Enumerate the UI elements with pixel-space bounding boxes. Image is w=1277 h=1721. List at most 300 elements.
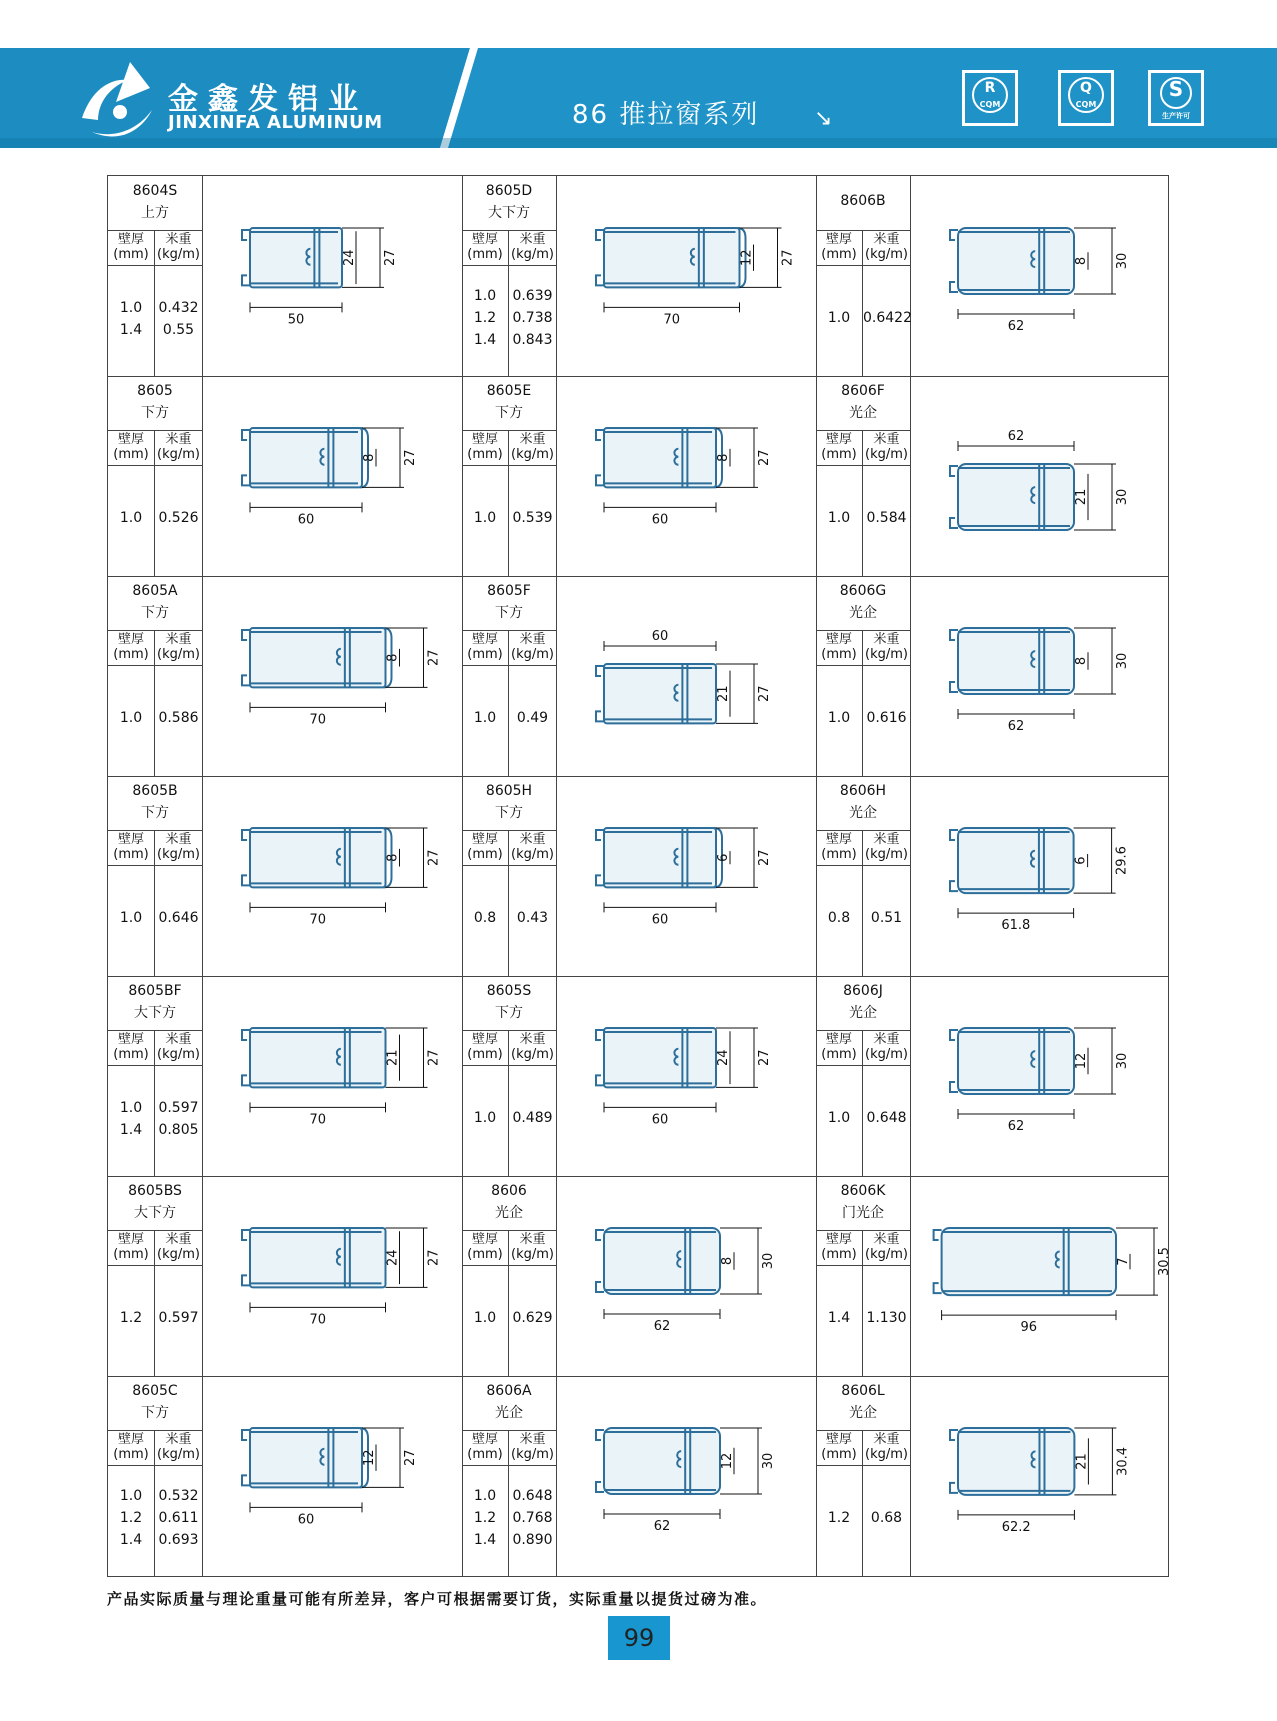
profile-name: 光企 — [849, 605, 877, 621]
spec-header — [108, 1230, 202, 1266]
spec-header — [108, 1430, 202, 1466]
spec-values — [108, 666, 202, 776]
brand-name-cn: 金鑫发铝业 — [168, 82, 368, 117]
profile-outline — [596, 828, 722, 887]
thickness-header: 壁厚 (mm) — [113, 432, 149, 462]
weight-value: 0.805 — [158, 1122, 199, 1138]
dim-total-height: 29.6 — [1114, 846, 1130, 876]
profile-code-label: 8605H — [485, 783, 533, 799]
dim-inner-height: 12 — [720, 1452, 735, 1470]
weight-header: 米重 (kg/m) — [511, 232, 554, 262]
dim-inner-height: 8 — [720, 1256, 735, 1266]
profile-cell — [108, 576, 462, 776]
weight-value: 1.130 — [866, 1310, 907, 1326]
series-title: 86 推拉窗系列 — [572, 100, 760, 130]
profile-code — [462, 180, 556, 224]
thickness-header: 壁厚 (mm) — [467, 432, 503, 462]
cert-letter-s: S — [1168, 77, 1184, 101]
profile-code-label: 8605B — [132, 783, 178, 799]
dim-width: 62 — [653, 1519, 671, 1534]
thickness-value: 1.4 — [473, 1532, 497, 1548]
profile-code — [108, 780, 202, 824]
thickness-header: 壁厚 (mm) — [113, 1232, 149, 1262]
profile-name: 大下方 — [488, 205, 530, 221]
spec-header — [816, 230, 910, 266]
weight-value: 0.738 — [512, 310, 553, 326]
profile-name: 下方 — [495, 1005, 523, 1021]
dim-inner-height: 24 — [342, 249, 357, 266]
cert-label-r: CQM — [979, 100, 1001, 109]
weight-value: 0.693 — [158, 1532, 199, 1548]
profile-outline — [242, 228, 342, 287]
profile-drawing — [910, 1376, 1170, 1576]
profile-code-label: 8605E — [486, 383, 532, 399]
weight-value: 0.432 — [158, 300, 199, 316]
weight-value: 0.586 — [158, 710, 199, 726]
weight-value: 0.768 — [512, 1510, 553, 1526]
profile-code-label: 8606L — [841, 1383, 885, 1399]
dim-total-height: 30 — [761, 1252, 776, 1270]
profile-drawing — [910, 576, 1170, 776]
footer-note: 产品实际质量与理论重量可能有所差异，客户可根据需要订货，实际重量以提货过磅为准。 — [107, 1590, 768, 1608]
profile-outline — [596, 1428, 720, 1494]
dim-width: 60 — [651, 629, 669, 644]
thickness-value: 1.0 — [119, 910, 143, 926]
thickness-value: 1.4 — [119, 322, 143, 338]
spec-values — [462, 266, 556, 376]
profile-name: 下方 — [141, 405, 169, 421]
dim-total-height: 30 — [1115, 252, 1130, 270]
profile-code — [108, 1380, 202, 1424]
thickness-header: 壁厚 (mm) — [821, 432, 857, 462]
profile-drawing — [910, 1176, 1170, 1376]
profile-drawing — [556, 376, 816, 576]
dim-inner-height: 6 — [716, 853, 731, 862]
profile-drawing — [556, 976, 816, 1176]
dim-total-height: 30.4 — [1115, 1446, 1131, 1476]
spec-header — [462, 830, 556, 866]
dim-total-height: 27 — [426, 1049, 442, 1066]
profile-code — [108, 580, 202, 624]
profile-code-label: 8606H — [839, 783, 887, 799]
thickness-value: 1.4 — [827, 1310, 851, 1326]
dim-inner-height: 8 — [385, 853, 401, 862]
dim-total-height: 27 — [383, 249, 398, 266]
thickness-value: 1.0 — [473, 710, 497, 726]
dim-inner-height: 6 — [1073, 856, 1089, 865]
profile-outline — [934, 1228, 1116, 1295]
cert-label-q: CQM — [1075, 100, 1097, 109]
profile-drawing — [202, 1376, 462, 1576]
profile-cell — [108, 776, 462, 976]
profile-code — [462, 380, 556, 424]
profile-drawing — [556, 576, 816, 776]
thickness-value: 1.4 — [119, 1532, 143, 1548]
thickness-value: 1.0 — [473, 1310, 497, 1326]
profile-drawing — [910, 376, 1170, 576]
weight-value: 0.532 — [158, 1488, 199, 1504]
profile-cell — [462, 576, 816, 776]
profile-code-label: 8606F — [841, 383, 885, 399]
weight-value: 0.648 — [866, 1110, 907, 1126]
spec-values — [816, 666, 910, 776]
dim-width: 70 — [309, 1112, 327, 1128]
thickness-value: 1.0 — [827, 710, 851, 726]
thickness-value: 1.2 — [473, 1510, 497, 1526]
thickness-header: 壁厚 (mm) — [113, 1432, 149, 1462]
profile-drawing — [910, 976, 1170, 1176]
profile-outline — [596, 428, 722, 487]
spec-values — [462, 466, 556, 576]
profile-cell — [108, 1176, 462, 1376]
spec-values — [108, 266, 202, 376]
profile-outline — [950, 1028, 1074, 1094]
weight-value: 0.639 — [512, 288, 553, 304]
weight-header: 米重 (kg/m) — [157, 432, 200, 462]
profile-code — [462, 1380, 556, 1424]
dim-inner-height: 12 — [739, 249, 755, 266]
profile-outline — [950, 464, 1074, 530]
dim-total-height: 27 — [757, 849, 772, 866]
thickness-header: 壁厚 (mm) — [467, 632, 503, 662]
profile-name: 下方 — [495, 605, 523, 621]
thickness-value: 1.0 — [827, 510, 851, 526]
thickness-header: 壁厚 (mm) — [821, 832, 857, 862]
profile-code-label: 8606G — [839, 583, 887, 599]
thickness-header: 壁厚 (mm) — [113, 1032, 149, 1062]
thickness-value: 1.0 — [473, 1488, 497, 1504]
spec-header — [462, 630, 556, 666]
dim-total-height: 27 — [403, 1449, 418, 1466]
cert-letter-r: R — [984, 80, 996, 96]
profile-cell — [462, 176, 816, 376]
weight-value: 0.611 — [158, 1510, 199, 1526]
thickness-value: 1.0 — [119, 1488, 143, 1504]
profile-code-label: 8606J — [843, 983, 883, 999]
page-number: 99 — [608, 1616, 670, 1660]
thickness-value: 1.0 — [119, 300, 143, 316]
thickness-value: 1.2 — [119, 1310, 143, 1326]
profile-code-label: 8606K — [840, 1183, 886, 1199]
profile-cell — [462, 976, 816, 1176]
thickness-value: 1.0 — [827, 310, 851, 326]
profile-cell — [462, 1376, 816, 1576]
profile-outline — [242, 1428, 368, 1487]
dim-inner-height: 8 — [362, 453, 377, 462]
thickness-header: 壁厚 (mm) — [821, 1032, 857, 1062]
weight-value: 0.597 — [158, 1310, 199, 1326]
weight-value: 0.6422 — [863, 310, 912, 326]
profile-drawing — [202, 376, 462, 576]
thickness-header: 壁厚 (mm) — [821, 1432, 857, 1462]
dim-width: 62 — [1007, 429, 1025, 444]
thickness-value: 1.4 — [473, 332, 497, 348]
profile-drawing — [202, 576, 462, 776]
thickness-header: 壁厚 (mm) — [821, 632, 857, 662]
dim-inner-height: 8 — [385, 653, 401, 662]
thickness-value: 0.8 — [473, 910, 497, 926]
dim-total-height: 27 — [780, 249, 796, 266]
profile-drawing — [202, 976, 462, 1176]
profile-code — [108, 980, 202, 1024]
dim-total-height: 30 — [1115, 652, 1130, 670]
profile-code-label: 8605F — [487, 583, 531, 599]
cert-badge-qs — [1148, 70, 1204, 126]
weight-value: 0.629 — [512, 1310, 553, 1326]
thickness-value: 1.0 — [473, 1110, 497, 1126]
profile-name: 光企 — [495, 1205, 523, 1221]
dim-width: 60 — [651, 912, 669, 928]
dim-total-height: 27 — [426, 849, 442, 866]
dim-width: 70 — [309, 1312, 327, 1328]
thickness-value: 1.0 — [119, 1100, 143, 1116]
dim-width: 70 — [663, 312, 681, 328]
dim-width: 50 — [287, 312, 305, 328]
weight-header: 米重 (kg/m) — [865, 432, 908, 462]
weight-value: 0.843 — [512, 332, 553, 348]
weight-value: 0.616 — [866, 710, 907, 726]
profile-outline — [596, 664, 716, 723]
profile-code — [462, 780, 556, 824]
profile-drawing — [556, 776, 816, 976]
spec-values — [462, 1066, 556, 1176]
profile-name: 光企 — [849, 1405, 877, 1421]
thickness-value: 1.0 — [119, 710, 143, 726]
spec-values — [108, 866, 202, 976]
profile-drawing — [556, 1376, 816, 1576]
thickness-header: 壁厚 (mm) — [467, 1232, 503, 1262]
weight-header: 米重 (kg/m) — [865, 1432, 908, 1462]
profile-cell — [816, 1176, 1170, 1376]
profile-name: 大下方 — [134, 1005, 176, 1021]
thickness-value: 1.2 — [827, 1510, 851, 1526]
spec-header — [108, 830, 202, 866]
dim-inner-height: 21 — [385, 1049, 401, 1066]
spec-header — [462, 430, 556, 466]
spec-values — [816, 266, 910, 376]
spec-values — [816, 1266, 910, 1376]
profile-outline — [950, 1428, 1074, 1495]
profile-name: 门光企 — [842, 1205, 884, 1221]
profile-code — [462, 580, 556, 624]
weight-header: 米重 (kg/m) — [157, 1432, 200, 1462]
profile-code-label: 8606B — [840, 193, 886, 209]
profile-outline — [950, 828, 1074, 893]
profile-outline — [242, 628, 392, 687]
thickness-value: 1.0 — [473, 510, 497, 526]
weight-value: 0.55 — [162, 322, 195, 338]
spec-header — [108, 630, 202, 666]
profile-name: 大下方 — [134, 1205, 176, 1221]
profile-code-label: 8605 — [137, 383, 173, 399]
profile-name: 下方 — [141, 1405, 169, 1421]
spec-header — [816, 830, 910, 866]
spec-header — [462, 1230, 556, 1266]
profile-name: 下方 — [141, 805, 169, 821]
profile-cell — [462, 776, 816, 976]
weight-value: 0.489 — [512, 1110, 553, 1126]
profile-table — [107, 175, 1172, 1577]
profile-cell — [816, 1376, 1170, 1576]
weight-header: 米重 (kg/m) — [511, 1032, 554, 1062]
dim-total-height: 27 — [403, 449, 418, 466]
profile-drawing — [556, 176, 816, 376]
spec-values — [816, 1066, 910, 1176]
dim-total-height: 30 — [761, 1452, 776, 1470]
spec-header — [816, 1030, 910, 1066]
thickness-header: 壁厚 (mm) — [113, 232, 149, 262]
dim-total-height: 27 — [757, 449, 772, 466]
profile-code — [108, 1180, 202, 1224]
profile-cell — [816, 776, 1170, 976]
profile-name: 光企 — [849, 805, 877, 821]
thickness-value: 1.0 — [119, 510, 143, 526]
profile-code — [108, 180, 202, 224]
thickness-header: 壁厚 (mm) — [467, 1032, 503, 1062]
spec-header — [108, 230, 202, 266]
profile-code — [108, 380, 202, 424]
profile-drawing — [202, 176, 462, 376]
dim-total-height: 27 — [426, 649, 442, 666]
profile-outline — [242, 828, 392, 887]
dim-inner-height: 24 — [716, 1049, 731, 1066]
profile-code — [816, 180, 910, 212]
profile-drawing — [556, 1176, 816, 1376]
thickness-header: 壁厚 (mm) — [467, 832, 503, 862]
profile-drawing — [202, 776, 462, 976]
weight-value: 0.890 — [512, 1532, 553, 1548]
dim-inner-height: 12 — [1074, 1052, 1089, 1070]
profile-name: 光企 — [495, 1405, 523, 1421]
profile-code — [816, 380, 910, 424]
values-divider — [154, 266, 155, 376]
thickness-value: 1.2 — [473, 310, 497, 326]
profile-code-label: 8605BF — [128, 983, 182, 999]
weight-value: 0.526 — [158, 510, 199, 526]
dim-inner-height: 8 — [716, 453, 731, 462]
profile-code-label: 8605S — [486, 983, 532, 999]
dim-total-height: 30 — [1115, 1052, 1130, 1070]
profile-code-label: 8605C — [132, 1383, 178, 1399]
thickness-header: 壁厚 (mm) — [113, 632, 149, 662]
dim-width: 62 — [653, 1319, 671, 1334]
profile-code — [462, 1180, 556, 1224]
weight-value: 0.43 — [516, 910, 549, 926]
weight-header: 米重 (kg/m) — [157, 232, 200, 262]
weight-value: 0.51 — [870, 910, 903, 926]
weight-value: 0.539 — [512, 510, 553, 526]
spec-header — [108, 1030, 202, 1066]
spec-values — [108, 1266, 202, 1376]
spec-values — [462, 666, 556, 776]
spec-values — [816, 866, 910, 976]
dim-inner-height: 12 — [362, 1449, 377, 1466]
weight-header: 米重 (kg/m) — [511, 832, 554, 862]
dim-width: 60 — [297, 512, 315, 528]
cert-badge-q — [1058, 70, 1114, 126]
dim-width: 62 — [1007, 1119, 1025, 1134]
dim-inner-height: 7 — [1116, 1257, 1131, 1266]
cert-label-qs: 生产许可 — [1162, 112, 1190, 120]
spec-values — [816, 1466, 910, 1576]
profile-code — [816, 1380, 910, 1424]
profile-cell — [108, 176, 462, 376]
weight-value: 0.49 — [516, 710, 549, 726]
weight-header: 米重 (kg/m) — [865, 232, 908, 262]
weight-header: 米重 (kg/m) — [511, 1432, 554, 1462]
profile-name: 上方 — [141, 205, 169, 221]
spec-values — [462, 866, 556, 976]
weight-value: 0.648 — [512, 1488, 553, 1504]
spec-header — [816, 630, 910, 666]
thickness-header: 壁厚 (mm) — [821, 232, 857, 262]
spec-header — [816, 1430, 910, 1466]
thickness-header: 壁厚 (mm) — [467, 1432, 503, 1462]
weight-header: 米重 (kg/m) — [865, 1032, 908, 1062]
profile-cell — [108, 376, 462, 576]
profile-code-label: 8606A — [486, 1383, 532, 1399]
weight-header: 米重 (kg/m) — [865, 832, 908, 862]
weight-header: 米重 (kg/m) — [865, 1232, 908, 1262]
thickness-header: 壁厚 (mm) — [821, 1232, 857, 1262]
values-divider — [154, 1066, 155, 1176]
profile-outline — [950, 228, 1074, 294]
weight-header: 米重 (kg/m) — [511, 632, 554, 662]
profile-code — [816, 580, 910, 624]
profile-outline — [242, 428, 368, 487]
cert-badge-r — [962, 70, 1018, 126]
spec-header — [108, 430, 202, 466]
profile-drawing — [202, 1176, 462, 1376]
dim-width: 62.2 — [1001, 1519, 1031, 1535]
profile-outline — [950, 628, 1074, 694]
profile-code — [462, 980, 556, 1024]
weight-header: 米重 (kg/m) — [157, 1232, 200, 1262]
thickness-header: 壁厚 (mm) — [113, 832, 149, 862]
profile-code-label: 8605A — [132, 583, 178, 599]
arrow-down-right-icon: ↘ — [814, 106, 833, 131]
profile-cell — [816, 176, 1170, 376]
profile-cell — [816, 376, 1170, 576]
spec-values — [462, 1266, 556, 1376]
brand-name-en: JINXINFA ALUMINUM — [168, 112, 383, 133]
dim-inner-height: 21 — [1074, 1453, 1090, 1470]
spec-values — [816, 466, 910, 576]
weight-value: 0.597 — [158, 1100, 199, 1116]
weight-header: 米重 (kg/m) — [157, 632, 200, 662]
dim-total-height: 27 — [757, 685, 772, 702]
dim-width: 70 — [309, 912, 327, 928]
profile-cell — [462, 1176, 816, 1376]
dim-total-height: 30 — [1115, 488, 1130, 506]
spec-header — [816, 1230, 910, 1266]
dim-inner-height: 8 — [1074, 256, 1089, 266]
profile-code-label: 8605BS — [128, 1183, 182, 1199]
profile-code — [816, 1180, 910, 1224]
dim-width: 62 — [1007, 319, 1025, 334]
profile-code-label: 8604S — [132, 183, 178, 199]
thickness-value: 1.4 — [119, 1122, 143, 1138]
spec-values — [108, 1466, 202, 1576]
thickness-value: 1.0 — [827, 1110, 851, 1126]
thickness-value: 1.0 — [473, 288, 497, 304]
weight-value: 0.68 — [870, 1510, 903, 1526]
profile-cell — [108, 1376, 462, 1576]
dim-width: 61.8 — [1001, 918, 1031, 934]
spec-values — [462, 1466, 556, 1576]
profile-code — [816, 780, 910, 824]
dim-width: 60 — [651, 1112, 669, 1128]
